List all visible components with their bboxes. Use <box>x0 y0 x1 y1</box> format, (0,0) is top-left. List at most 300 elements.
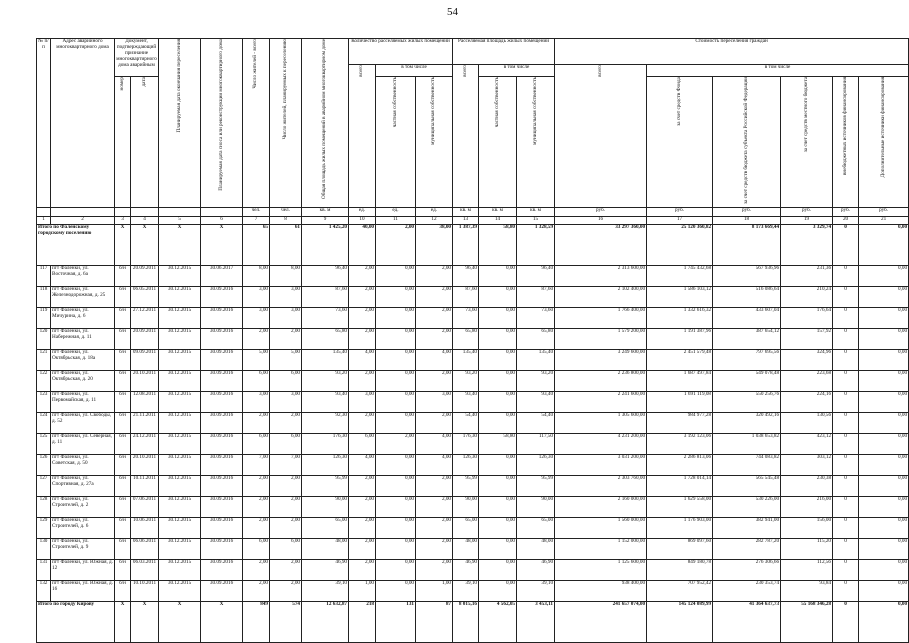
total-cell-19: 3 329,74 <box>781 225 833 266</box>
cell-a2: 0,00 <box>479 413 517 434</box>
cell-addr: пгт Фаленки, ул. Южная, д. 12 <box>51 560 115 581</box>
cell-p1: 6,00 <box>243 371 270 392</box>
cell-a2: 0,00 <box>479 497 517 518</box>
cell-a3: 95,99 <box>517 476 555 497</box>
cell-n: 126 <box>37 455 51 476</box>
total-row-falenki <box>37 225 909 266</box>
cell-date: 21.11.2011 <box>131 413 159 434</box>
total-cell-6: Х <box>201 602 243 643</box>
unit-cell: ед. <box>376 208 416 217</box>
cell-r3: 2,00 <box>416 560 453 581</box>
cell-cost: 1 125 600,00 <box>555 560 647 581</box>
cell-plan: 30.12.2015 <box>159 266 201 287</box>
cell-a2: 58,80 <box>479 434 517 455</box>
cell-p1: 8,00 <box>243 266 270 287</box>
cell-r2: 0,00 <box>376 308 416 329</box>
cell-area: 90,00 <box>302 497 349 518</box>
cell-a2: 0,00 <box>479 371 517 392</box>
cell-add: 0,00 <box>859 413 909 434</box>
cell-p1: 3,00 <box>243 392 270 413</box>
cell-loc: 130,56 <box>781 413 833 434</box>
cell-r2: 0,00 <box>376 560 416 581</box>
unit-cell: чел. <box>270 208 302 217</box>
cell-a2: 0,00 <box>479 266 517 287</box>
header-area-private: частная собственность <box>493 77 500 128</box>
header-cost-extrabudget: внебюджетных источников финансирования <box>841 77 848 176</box>
unit-cell: кв. м <box>453 208 479 217</box>
cell-ex: 0 <box>833 287 859 308</box>
units-row <box>37 208 909 217</box>
cell-loc: 210,24 <box>781 287 833 308</box>
cell-p2: 6,00 <box>270 539 302 560</box>
header-cost-local: за счет средств местного бюджета <box>802 77 809 153</box>
cell-r1: 2,00 <box>349 413 376 434</box>
cell-cost: 4 231 200,00 <box>555 434 647 455</box>
cell-a1: 126,30 <box>453 455 479 476</box>
cell-loc: 156,00 <box>781 518 833 539</box>
cell-add: 0,00 <box>859 560 909 581</box>
cell-a1: 48,00 <box>453 539 479 560</box>
total-cell-15: 3 453,11 <box>517 602 555 643</box>
cell-date: 24.12.2011 <box>131 434 159 455</box>
column-number: 1 <box>37 217 51 225</box>
header-rooms-group: Количество расселяемых жилых помещений <box>349 39 453 65</box>
table-row <box>37 329 909 350</box>
cell-demo: 30.09.2016 <box>201 455 243 476</box>
cell-a1: 135,40 <box>453 350 479 371</box>
cell-area: 87,60 <box>302 287 349 308</box>
cell-loc: 423,12 <box>781 434 833 455</box>
cell-loc: 115,20 <box>781 539 833 560</box>
cell-r1: 2,00 <box>349 371 376 392</box>
total-cell-11: 131 <box>376 602 416 643</box>
cell-loc: 93,84 <box>781 581 833 602</box>
cell-n: 117 <box>37 266 51 287</box>
header-planned-date: Планируемая дата окончания переселения <box>175 39 182 133</box>
total-cell-4: Х <box>131 225 159 266</box>
column-number: 6 <box>201 217 243 225</box>
cell-r3: 2,00 <box>416 413 453 434</box>
cell-ex: 0 <box>833 539 859 560</box>
cell-date: 10.10.2011 <box>131 581 159 602</box>
cell-fund: 707 952,42 <box>647 581 713 602</box>
cell-fund: 1 176 903,00 <box>647 518 713 539</box>
cell-plan: 30.12.2015 <box>159 497 201 518</box>
cell-r2: 0,00 <box>376 266 416 287</box>
cell-cost: 1 152 000,00 <box>555 539 647 560</box>
cell-a2: 0,00 <box>479 518 517 539</box>
cell-n: 131 <box>37 560 51 581</box>
cell-p1: 2,00 <box>243 329 270 350</box>
cell-subj: 549 078,48 <box>713 371 781 392</box>
cell-subj: 282 787,20 <box>713 539 781 560</box>
cell-cost: 2 313 600,00 <box>555 266 647 287</box>
total-cell-20: 0 <box>833 225 859 266</box>
table-row <box>37 308 909 329</box>
cell-subj: 567 936,96 <box>713 266 781 287</box>
table-row <box>37 476 909 497</box>
cell-n: 123 <box>37 392 51 413</box>
unit-cell: ед. <box>349 208 376 217</box>
cell-num: б/н <box>115 560 131 581</box>
cell-ex: 0 <box>833 518 859 539</box>
cell-demo: 30.09.2016 <box>201 413 243 434</box>
cell-r1: 2,00 <box>349 497 376 518</box>
total-cell-16: 241 657 074,00 <box>555 602 647 643</box>
cell-addr: пгт Фаленки, ул. Строителей, д. 9 <box>51 539 115 560</box>
cell-a3: 46,90 <box>517 560 555 581</box>
total-cell-3: Х <box>115 225 131 266</box>
cell-a3: 87,60 <box>517 287 555 308</box>
table-row <box>37 266 909 287</box>
cell-plan: 30.12.2015 <box>159 476 201 497</box>
cell-subj: 516 086,64 <box>713 287 781 308</box>
cell-a1: 65,80 <box>453 329 479 350</box>
header-cost-additional: Дополнительные источники финансирования <box>879 77 886 178</box>
column-number: 15 <box>517 217 555 225</box>
cell-num: б/н <box>115 308 131 329</box>
cell-r2: 0,00 <box>376 539 416 560</box>
cell-cost: 2 303 760,00 <box>555 476 647 497</box>
cell-add: 0,00 <box>859 476 909 497</box>
cell-area: 176,30 <box>302 434 349 455</box>
total-cell-14: 58,80 <box>479 225 517 266</box>
cell-fund: 1 332 616,32 <box>647 308 713 329</box>
header-area-incl: в том числе <box>479 65 555 77</box>
cell-add: 0,00 <box>859 287 909 308</box>
cell-area: 46,90 <box>302 560 349 581</box>
cell-ex: 0 <box>833 455 859 476</box>
cell-p2: 3,00 <box>270 308 302 329</box>
cell-a2: 0,00 <box>479 560 517 581</box>
cell-ex: 0 <box>833 560 859 581</box>
cell-ex: 0 <box>833 497 859 518</box>
cell-addr: пгт Фаленки, ул. Октябрьская, д. 20 <box>51 371 115 392</box>
cell-loc: 216,00 <box>781 497 833 518</box>
cell-addr: пгт Фаленки, ул. Советская, д. 50 <box>51 455 115 476</box>
table-row <box>37 497 909 518</box>
table-row <box>37 539 909 560</box>
cell-ex: 0 <box>833 308 859 329</box>
cell-area: 39,10 <box>302 581 349 602</box>
cell-a1: 93,20 <box>453 371 479 392</box>
cell-p2: 2,00 <box>270 581 302 602</box>
header-num: № п/п <box>37 39 51 208</box>
total-cell-9: 12 632,87 <box>302 602 349 643</box>
cell-cost: 2 236 800,00 <box>555 371 647 392</box>
cell-subj: 797 695,56 <box>713 350 781 371</box>
cell-p1: 3,00 <box>243 308 270 329</box>
cell-demo: 30.09.2016 <box>201 392 243 413</box>
cell-num: б/н <box>115 371 131 392</box>
cell-p2: 2,00 <box>270 329 302 350</box>
cell-p1: 2,00 <box>243 497 270 518</box>
total-cell-13: 1 387,39 <box>453 225 479 266</box>
cell-plan: 30.12.2015 <box>159 392 201 413</box>
cell-r3: 2,00 <box>416 308 453 329</box>
cell-area: 126,30 <box>302 455 349 476</box>
cell-add: 0,00 <box>859 308 909 329</box>
cell-add: 0,00 <box>859 497 909 518</box>
cell-date: 27.12.2011 <box>131 308 159 329</box>
cell-r3: 4,00 <box>416 455 453 476</box>
cell-cost: 938 400,00 <box>555 581 647 602</box>
cell-r1: 2,00 <box>349 308 376 329</box>
cell-a3: 73,60 <box>517 308 555 329</box>
total-cell-21: 0,00 <box>859 602 909 643</box>
cell-fund: 849 180,78 <box>647 560 713 581</box>
cell-addr: пгт Фаленки, ул. Набережная, д. 11 <box>51 329 115 350</box>
total-cell-16: 33 297 360,00 <box>555 225 647 266</box>
cell-p1: 2,00 <box>243 476 270 497</box>
cell-r1: 2,00 <box>349 287 376 308</box>
cell-p2: 6,00 <box>270 371 302 392</box>
header-area-group: Расселяемая площадь жилых помещений <box>453 39 555 65</box>
cell-num: б/н <box>115 392 131 413</box>
cell-a3: 117,50 <box>517 434 555 455</box>
total-cell-7: 65 <box>243 225 270 266</box>
cell-subj: 1 038 653,82 <box>713 434 781 455</box>
cell-a2: 0,00 <box>479 476 517 497</box>
unit-cell: руб. <box>781 208 833 217</box>
header-rooms-municipal: муниципальная собственность <box>430 77 437 145</box>
cell-addr: пгт Фаленки, ул. Северная, д. 11 <box>51 434 115 455</box>
cell-subj: 387 654,12 <box>713 329 781 350</box>
cell-a1: 87,60 <box>453 287 479 308</box>
cell-demo: 30.09.2016 <box>201 518 243 539</box>
cell-subj: 433 607,04 <box>713 308 781 329</box>
cell-plan: 30.12.2015 <box>159 308 201 329</box>
column-number: 3 <box>115 217 131 225</box>
cell-cost: 1 560 000,00 <box>555 518 647 539</box>
total-cell-8: 61 <box>270 225 302 266</box>
cell-r2: 0,00 <box>376 413 416 434</box>
header-total-area: Общая площадь жилых помещений в аварийном многоквартирном доме <box>321 39 328 199</box>
total-cell-10: 40,00 <box>349 225 376 266</box>
cell-loc: 176,64 <box>781 308 833 329</box>
cell-n: 130 <box>37 539 51 560</box>
cell-fund: 1 745 432,68 <box>647 266 713 287</box>
cell-subj: 320 492,16 <box>713 413 781 434</box>
cell-addr: пгт Фаленки, ул. Южная, д. 16 <box>51 581 115 602</box>
cell-ex: 0 <box>833 392 859 413</box>
cell-area: 93,40 <box>302 392 349 413</box>
table-row <box>37 434 909 455</box>
cell-addr: пгт Фаленки, ул. Строителей, д. 6 <box>51 518 115 539</box>
cell-r1: 6,00 <box>349 434 376 455</box>
total-cell-8: 574 <box>270 602 302 643</box>
cell-num: б/н <box>115 455 131 476</box>
header-cost-fund: за счет средств Фонда <box>675 77 682 126</box>
cell-a1: 96,40 <box>453 266 479 287</box>
cell-n: 122 <box>37 371 51 392</box>
cell-area: 95,99 <box>302 476 349 497</box>
cell-demo: 30.09.2016 <box>201 581 243 602</box>
cell-p1: 6,00 <box>243 539 270 560</box>
cell-n: 128 <box>37 497 51 518</box>
cell-add: 0,00 <box>859 371 909 392</box>
unit-cell: ед. <box>416 208 453 217</box>
cell-r1: 2,00 <box>349 518 376 539</box>
cell-r2: 0,00 <box>376 476 416 497</box>
cell-a3: 96,40 <box>517 266 555 287</box>
cell-subj: 382 941,00 <box>713 518 781 539</box>
cell-p2: 2,00 <box>270 497 302 518</box>
cell-loc: 324,96 <box>781 350 833 371</box>
cell-a3: 93,40 <box>517 392 555 413</box>
cell-r3: 2,00 <box>416 539 453 560</box>
cell-r3: 2,00 <box>416 266 453 287</box>
cell-plan: 30.12.2015 <box>159 329 201 350</box>
cell-p1: 5,00 <box>243 350 270 371</box>
cell-a1: 46,90 <box>453 560 479 581</box>
cell-r2: 0,00 <box>376 581 416 602</box>
cell-demo: 30.09.2016 <box>201 308 243 329</box>
cell-p1: 2,00 <box>243 581 270 602</box>
total-cell-19: 55 168 346,28 <box>781 602 833 643</box>
total-label: Итого по городу Кирову <box>37 602 115 643</box>
cell-cost: 2 160 000,00 <box>555 497 647 518</box>
cell-r2: 2,00 <box>376 434 416 455</box>
cell-p1: 2,00 <box>243 413 270 434</box>
table-row <box>37 413 909 434</box>
total-cell-12: 38,00 <box>416 225 453 266</box>
cell-r3: 2,00 <box>416 518 453 539</box>
cell-demo: 30.09.2016 <box>201 476 243 497</box>
cell-n: 125 <box>37 434 51 455</box>
cell-add: 0,00 <box>859 434 909 455</box>
header-document: Документ, подтверждающий признание многоквартирного дома аварийным <box>115 39 159 77</box>
cell-date: 06.05.2011 <box>131 287 159 308</box>
cell-r3: 1,00 <box>416 581 453 602</box>
cell-addr: пгт Фаленки, ул. Свободы, д. 52 <box>51 413 115 434</box>
cell-r2: 0,00 <box>376 350 416 371</box>
cell-p1: 2,00 <box>243 518 270 539</box>
cell-subj: 565 545,48 <box>713 476 781 497</box>
cell-area: 96,40 <box>302 266 349 287</box>
cell-r1: 2,00 <box>349 329 376 350</box>
cell-area: 73,60 <box>302 308 349 329</box>
cell-p2: 2,00 <box>270 560 302 581</box>
cell-r3: 4,00 <box>416 350 453 371</box>
total-cell-5: Х <box>159 602 201 643</box>
cell-ex: 0 <box>833 581 859 602</box>
column-number: 13 <box>453 217 479 225</box>
cell-a1: 39,10 <box>453 581 479 602</box>
cell-fund: 1 691 119,08 <box>647 392 713 413</box>
cell-date: 20.10.2011 <box>131 371 159 392</box>
column-number: 7 <box>243 217 270 225</box>
total-cell-7: 849 <box>243 602 270 643</box>
cell-demo: 30.06.2017 <box>201 266 243 287</box>
cell-ex: 0 <box>833 266 859 287</box>
cell-a1: 90,00 <box>453 497 479 518</box>
cell-a2: 0,00 <box>479 287 517 308</box>
cell-n: 120 <box>37 329 51 350</box>
cell-r3: 2,00 <box>416 371 453 392</box>
cell-date: 20.10.2011 <box>131 455 159 476</box>
cell-a2: 0,00 <box>479 308 517 329</box>
cell-r2: 0,00 <box>376 518 416 539</box>
header-rooms-total: всего <box>358 65 365 77</box>
header-doc-date: дата <box>140 77 147 87</box>
header-rooms-incl: в том числе <box>376 65 453 77</box>
cell-r1: 1,00 <box>349 581 376 602</box>
cell-demo: 30.09.2016 <box>201 434 243 455</box>
column-number: 11 <box>376 217 416 225</box>
cell-r3: 2,00 <box>416 329 453 350</box>
table-row <box>37 350 909 371</box>
cell-addr: пгт Фаленки, ул. Строителей, д. 2 <box>51 497 115 518</box>
column-number: 12 <box>416 217 453 225</box>
cell-a1: 65,00 <box>453 518 479 539</box>
cell-cost: 3 249 600,00 <box>555 350 647 371</box>
cell-p1: 2,00 <box>243 560 270 581</box>
cell-plan: 30.12.2015 <box>159 581 201 602</box>
cell-num: б/н <box>115 581 131 602</box>
cell-ex: 0 <box>833 434 859 455</box>
column-number: 18 <box>713 217 781 225</box>
cell-add: 0,00 <box>859 266 909 287</box>
unit-cell: руб. <box>555 208 647 217</box>
cell-a3: 54,40 <box>517 413 555 434</box>
unit-cell: кв. м <box>302 208 349 217</box>
cell-subj: 530 226,00 <box>713 497 781 518</box>
cell-plan: 30.12.2015 <box>159 371 201 392</box>
cell-area: 93,20 <box>302 371 349 392</box>
cell-r1: 2,00 <box>349 476 376 497</box>
cell-add: 0,00 <box>859 518 909 539</box>
total-cell-13: 8 015,16 <box>453 602 479 643</box>
cell-plan: 30.12.2015 <box>159 539 201 560</box>
cell-ex: 0 <box>833 329 859 350</box>
cell-demo: 30.09.2016 <box>201 560 243 581</box>
relocation-register-table <box>36 38 909 643</box>
column-number: 16 <box>555 217 647 225</box>
cell-p2: 5,00 <box>270 350 302 371</box>
cell-fund: 984 977,28 <box>647 413 713 434</box>
cell-n: 121 <box>37 350 51 371</box>
cell-cost: 2 241 600,00 <box>555 392 647 413</box>
cell-r2: 0,00 <box>376 287 416 308</box>
cell-loc: 231,36 <box>781 266 833 287</box>
cell-r3: 2,00 <box>416 287 453 308</box>
cell-demo: 30.09.2016 <box>201 329 243 350</box>
cell-subj: 550 256,76 <box>713 392 781 413</box>
cell-fund: 2 451 579,48 <box>647 350 713 371</box>
cell-num: б/н <box>115 329 131 350</box>
column-number: 2 <box>51 217 115 225</box>
cell-loc: 223,68 <box>781 371 833 392</box>
cell-demo: 30.09.2016 <box>201 350 243 371</box>
cell-add: 0,00 <box>859 539 909 560</box>
cell-n: 119 <box>37 308 51 329</box>
page-number: 54 <box>447 6 458 18</box>
cell-demo: 30.09.2016 <box>201 371 243 392</box>
cell-a3: 90,00 <box>517 497 555 518</box>
cell-a2: 0,00 <box>479 455 517 476</box>
cell-plan: 30.12.2015 <box>159 560 201 581</box>
cell-loc: 230,38 <box>781 476 833 497</box>
cell-r2: 0,00 <box>376 455 416 476</box>
cell-r1: 2,00 <box>349 560 376 581</box>
cell-r3: 4,00 <box>416 434 453 455</box>
cell-plan: 30.12.2015 <box>159 413 201 434</box>
cell-r3: 2,00 <box>416 476 453 497</box>
unit-cell: руб. <box>833 208 859 217</box>
cell-plan: 30.12.2015 <box>159 287 201 308</box>
cell-loc: 157,92 <box>781 329 833 350</box>
